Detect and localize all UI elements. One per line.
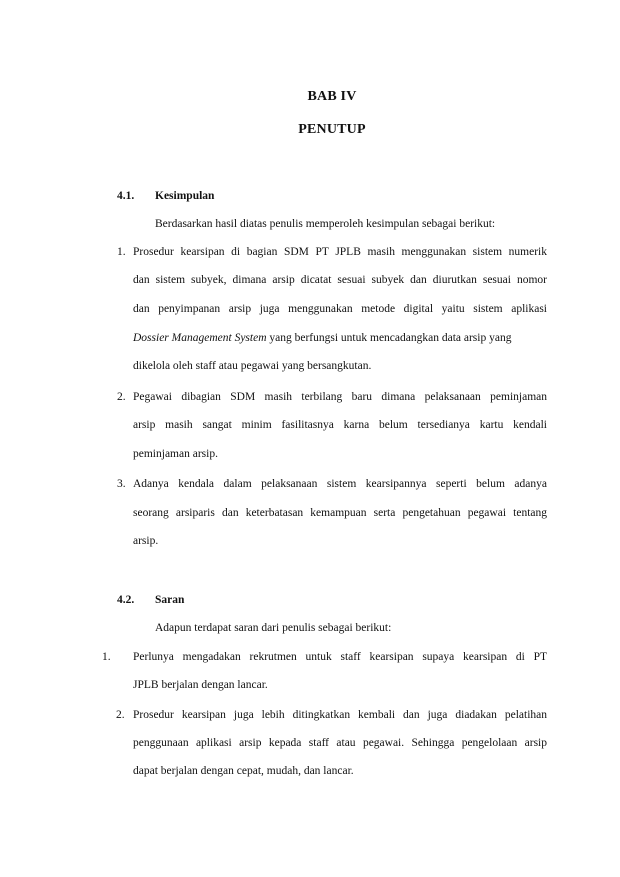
text-line: arsip masih sangat minim fasilitasnya karna belum tersedianya kartu kendali (133, 419, 547, 431)
section-number: 4.1. (117, 190, 135, 202)
text-line: penggunaan aplikasi arsip kepada staff atau pegawai. Sehingga pengelolaan arsip (133, 737, 547, 749)
section-intro: Berdasarkan hasil diatas penulis memperoleh kesimpulan sebagai berikut: (155, 218, 496, 230)
text-line: Adanya kendala dalam pelaksanaan sistem kearsipannya seperti belum adanya (133, 478, 547, 490)
text-line: Prosedur kearsipan juga lebih ditingkatkan kembali dan juga diadakan pelatihan (133, 709, 547, 721)
text-line: Pegawai dibagian SDM masih terbilang baru dimana pelaksanaan peminjaman (133, 391, 547, 403)
text-line: arsip. (133, 535, 159, 547)
text-line: dapat berjalan dengan cepat, mudah, dan lancar. (133, 765, 354, 777)
text-line (133, 332, 547, 344)
text-line: Perlunya mengadakan rekrutmen untuk staff kearsipan supaya kearsipan di PT (133, 651, 547, 663)
text-line: seorang arsiparis dan keterbatasan kemampuan serta pengetahuan pegawai tentang (133, 507, 547, 519)
text-line: Prosedur kearsipan di bagian SDM PT JPLB masih menggunakan sistem numerik (133, 246, 547, 258)
text-line: peminjaman arsip. (133, 448, 218, 460)
list-marker: 1. (117, 246, 126, 258)
list-marker: 3. (117, 478, 126, 490)
list-marker: 2. (117, 391, 126, 403)
section-title: Kesimpulan (155, 190, 215, 202)
text-line: dan penyimpanan arsip juga menggunakan metode digital yaitu sistem aplikasi (133, 303, 547, 315)
chapter-number: BAB IV (307, 89, 357, 104)
text-line: JPLB berjalan dengan lancar. (133, 679, 268, 691)
chapter-title: PENUTUP (298, 122, 366, 137)
section-intro: Adapun terdapat saran dari penulis sebagai berikut: (155, 622, 392, 634)
text-line: dan sistem subyek, dimana arsip dicatat sesuai subyek dan diurutkan sesuai nomor (133, 274, 547, 286)
section-title: Saran (155, 594, 185, 606)
list-marker: 1. (102, 651, 111, 663)
italic-term: Dossier Management System (133, 332, 267, 344)
list-marker: 2. (116, 709, 125, 721)
text-fragment: yang berfungsi untuk mencadangkan data arsip yang (266, 332, 512, 344)
text-line: dikelola oleh staff atau pegawai yang bersangkutan. (133, 360, 372, 372)
section-number: 4.2. (117, 594, 135, 606)
